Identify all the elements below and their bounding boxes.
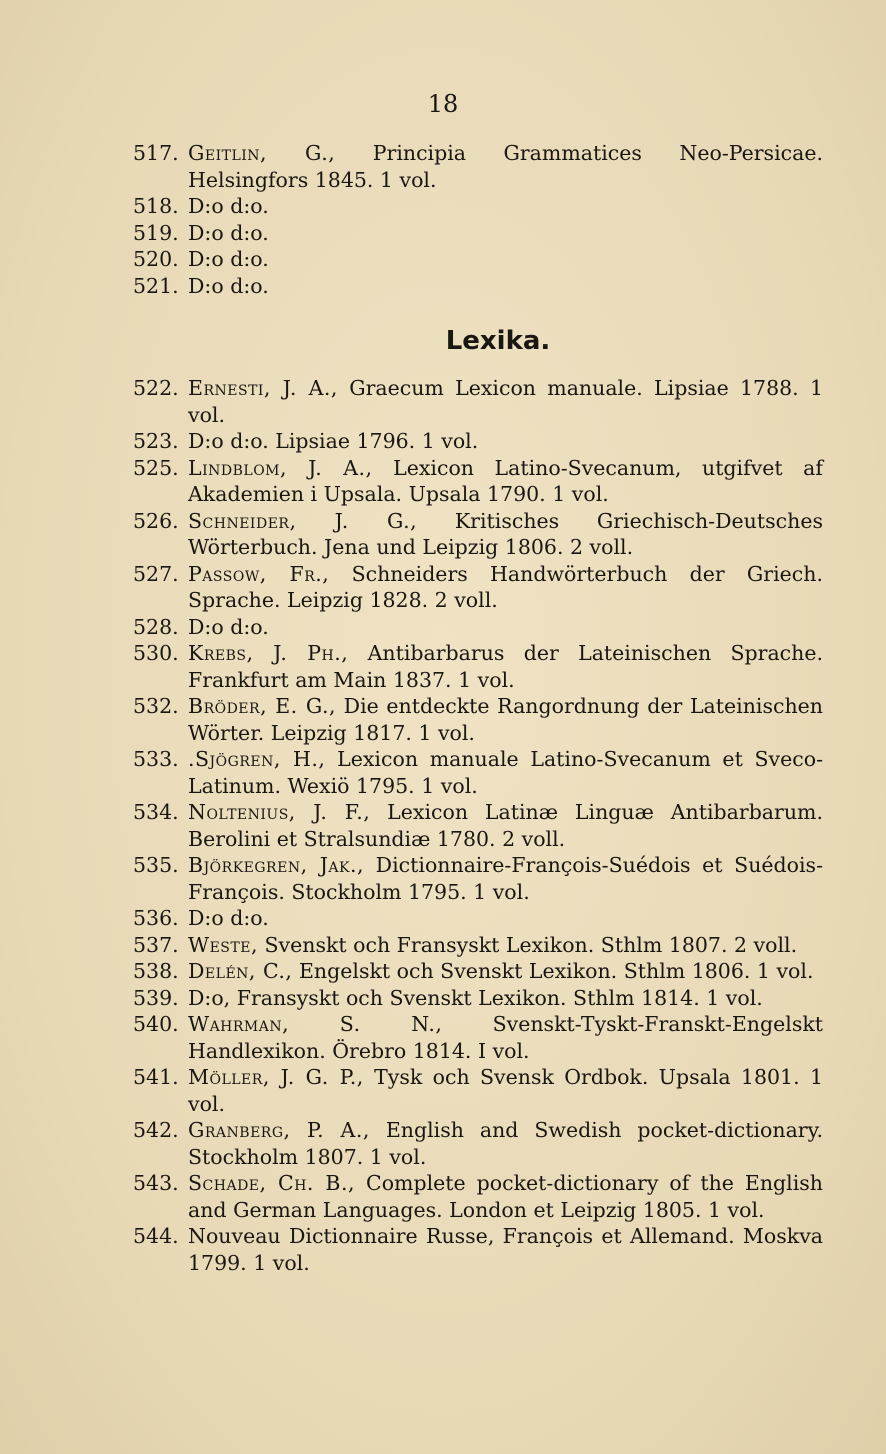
entry-title: D:o d:o. [188, 220, 269, 245]
entry-title: D:o d:o. [188, 273, 269, 298]
entry-author: Noltenius, J. F., [188, 800, 371, 824]
catalogue-entry [133, 375, 823, 428]
catalogue-entry [133, 246, 823, 273]
catalogue-entry [133, 1170, 823, 1223]
entry-title: Lexicon Latinæ Linguæ Antibarbarum. Berolini et Stralsundiæ 1780. 2 voll. [188, 800, 823, 851]
catalogue-entry [133, 1223, 823, 1276]
entry-title: Nouveau Dictionnaire Russe, François et Allemand. Moskva 1799. 1 vol. [188, 1224, 823, 1275]
entry-number: 522. [133, 376, 179, 400]
entry-title: Tysk och Svensk Ordbok. Upsala 1801. 1 vol. [188, 1065, 823, 1116]
entry-title: D:o d:o. [188, 906, 269, 930]
catalogue-entry [133, 958, 823, 985]
entry-title: Antibarbarus der Lateinischen Sprache. Frankfurt am Main 1837. 1 vol. [188, 641, 823, 692]
entry-number: 520. [133, 247, 179, 271]
entry-title: Lexicon Latino-Svecanum, utgifvet af Akademien i Upsala. Upsala 1790. 1 vol. [188, 455, 823, 506]
entry-title: Complete pocket-dictionary of the English and German Languages. London et Leipzig 1805. 1 vol. [188, 1171, 824, 1222]
entry-title: D:o d:o. [188, 247, 269, 271]
entry-number: 536. [133, 906, 179, 930]
entry-author: Ernesti, J. A., [188, 376, 338, 400]
entry-number: 540. [133, 1012, 179, 1036]
catalogue-entry [133, 614, 823, 641]
entry-title: Kritisches Griechisch-Deutsches Wörterbuch. Jena und Leipzig 1806. 2 voll. [188, 508, 823, 559]
entry-author: .Sjögren, H., [188, 747, 326, 771]
entry-author: Wahrman, S. N., [188, 1012, 443, 1036]
entry-number: 534. [133, 800, 179, 824]
catalogue-entry [133, 640, 823, 693]
entry-number: 526. [133, 508, 179, 533]
entry-number: 544. [133, 1224, 179, 1248]
catalogue-entries [133, 140, 823, 1276]
entry-number: 530. [133, 641, 179, 665]
entry-author: Krebs, J. Ph., [188, 641, 349, 665]
entry-title: Engelskt och Svenskt Lexikon. Sthlm 1806. 1 vol. [292, 959, 814, 983]
entry-number: 533. [133, 747, 179, 771]
entry-title: D:o d:o. [188, 614, 269, 639]
entry-number: 539. [133, 985, 179, 1010]
entry-number: 518. [133, 194, 179, 218]
entry-number: 542. [133, 1118, 179, 1142]
entry-number: 543. [133, 1171, 179, 1195]
entry-number: 532. [133, 694, 179, 718]
entry-author: Delén, C., [188, 959, 293, 983]
catalogue-entry [133, 561, 823, 614]
entry-number: 523. [133, 429, 179, 453]
entry-title: Die entdeckte Rangordnung der Lateinischen Wörter. Leipzig 1817. 1 vol. [188, 694, 824, 745]
catalogue-entry [133, 508, 823, 561]
entry-title: Dictionnaire-François-Suédois et Suédois-François. Stockholm 1795. 1 vol. [188, 853, 823, 904]
entry-author: Bröder, E. G., [188, 694, 337, 718]
catalogue-entry [133, 852, 823, 905]
entry-title: Principia Grammatices Neo-Persicae. Helsingfors 1845. 1 vol. [188, 141, 823, 192]
catalogue-entry [133, 273, 823, 300]
catalogue-entry [133, 693, 823, 746]
entries-group-before [133, 140, 823, 299]
entry-author: Björkegren, Jak., [188, 853, 365, 877]
entry-author: Schneider, J. G., [188, 508, 418, 533]
catalogue-entry [133, 1011, 823, 1064]
catalogue-entry [133, 455, 823, 508]
catalogue-entry [133, 193, 823, 220]
entry-title: Svenskt och Fransyskt Lexikon. Sthlm 1807. 2 voll. [257, 932, 798, 957]
page-number: 18 [427, 90, 459, 118]
section-heading: Lexika. [445, 326, 551, 356]
catalogue-entry [133, 1064, 823, 1117]
entry-title: D:o d:o. Lipsiae 1796. 1 vol. [188, 429, 479, 453]
entry-number: 525. [133, 455, 179, 480]
entry-title: Schneiders Handwörterbuch der Griech. Sprache. Leipzig 1828. 2 voll. [188, 561, 823, 612]
entry-author: Schade, Ch. B., [188, 1171, 356, 1195]
entry-title: Graecum Lexicon manuale. Lipsiae 1788. 1 vol. [188, 376, 823, 427]
entry-author: Geitlin, G., [188, 141, 336, 165]
catalogue-entry [133, 1117, 823, 1170]
entry-number: 535. [133, 853, 179, 877]
entry-number: 527. [133, 561, 179, 586]
entry-number: 517. [133, 141, 179, 165]
catalogue-entry [133, 985, 823, 1012]
entry-number: 541. [133, 1065, 179, 1089]
entry-author: Lindblom, J. A., [188, 455, 373, 480]
entry-number: 521. [133, 273, 179, 298]
catalogue-entry [133, 746, 823, 799]
entry-title: Svenskt-Tyskt-Franskt-Engelskt Handlexikon. Örebro 1814. I vol. [188, 1012, 823, 1063]
entry-number: 528. [133, 614, 179, 639]
catalogue-entry [133, 932, 823, 959]
catalogue-entry [133, 799, 823, 852]
entry-number: 537. [133, 932, 179, 957]
entry-title: English and Swedish pocket-dictionary. Stockholm 1807. 1 vol. [188, 1118, 823, 1169]
entry-title: D:o, Fransyskt och Svenskt Lexikon. Sthlm 1814. 1 vol. [188, 985, 763, 1010]
catalogue-entry [133, 140, 823, 193]
entry-author: Passow, Fr., [188, 561, 330, 586]
entry-title: Lexicon manuale Latino-Svecanum et Sveco-Latinum. Wexiö 1795. 1 vol. [188, 747, 823, 798]
entry-number: 538. [133, 959, 179, 983]
entry-number: 519. [133, 220, 179, 245]
catalogue-entry [133, 220, 823, 247]
entries-group-after [133, 375, 823, 1276]
catalogue-entry [133, 428, 823, 455]
entry-author: Weste, [188, 932, 258, 957]
catalogue-entry [133, 905, 823, 932]
entry-author: Granberg, P. A., [188, 1118, 370, 1142]
entry-author: Möller, J. G. P., [188, 1065, 364, 1089]
entry-title: D:o d:o. [188, 194, 269, 218]
